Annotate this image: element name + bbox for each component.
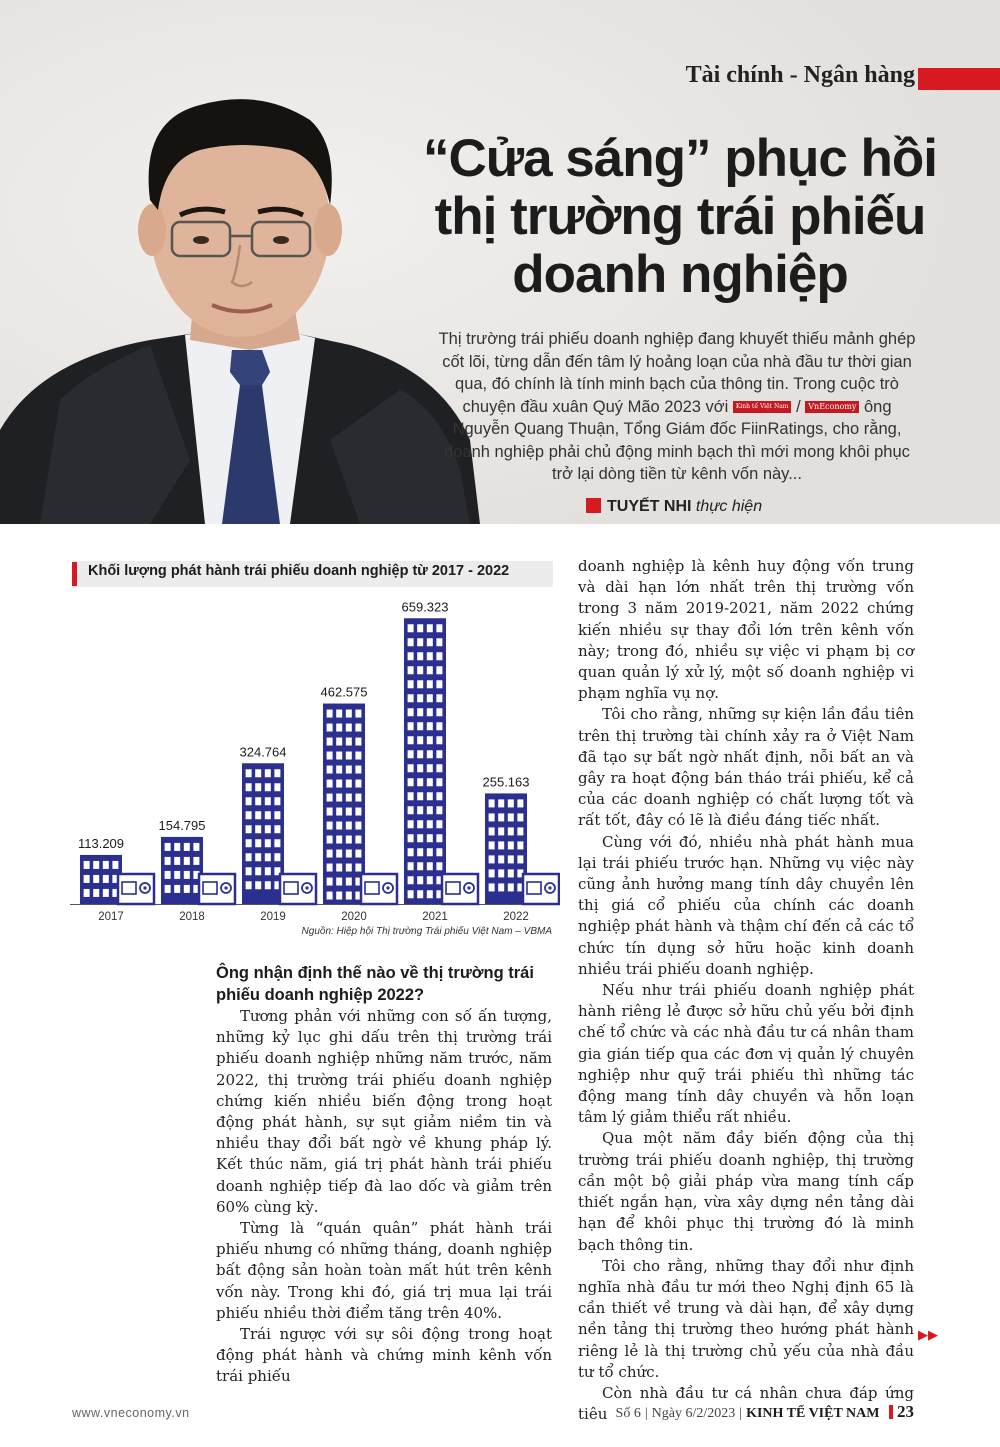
bar-window — [255, 867, 261, 875]
bar-window — [408, 820, 414, 828]
bar-window — [436, 750, 442, 758]
bar-window — [327, 766, 333, 774]
page-number: 23 — [897, 1402, 914, 1421]
pen-icon — [586, 498, 601, 513]
footer-publication: KINH TẾ VIỆT NAM — [746, 1406, 880, 1421]
bar-window — [265, 825, 271, 833]
bar-window — [193, 843, 199, 851]
bar-window — [246, 825, 252, 833]
bar-window — [336, 766, 342, 774]
bar-window — [517, 799, 523, 807]
bar-window — [408, 680, 414, 688]
paragraph: Nếu như trái phiếu doanh nghiệp phát hành riêng lẻ được sở hữu chủ yếu bởi định chế tổ chức và các nhà đầu tư cá nhân tham gia gián tiếp qua các đơn vị quản lý chuyên nghiệp như quỹ trái phiếu thì những tác động mang tính dây chuyền và hỗn loạn tâm lý giảm thiểu rất nhiều. — [578, 981, 914, 1127]
bar-window — [346, 864, 352, 872]
bar-window — [436, 624, 442, 632]
paragraph: Còn nhà đầu tư cá nhân chưa đáp ứng tiêu — [578, 1383, 914, 1424]
bar-window — [508, 855, 514, 863]
bar-window — [336, 710, 342, 718]
gear-icon-center — [548, 886, 551, 889]
bar-window — [274, 853, 280, 861]
lede-text-2: ông Nguyễn Quang Thuận, Tổng Giám đốc FiinRatings, cho rằng, doanh nghiệp phải chủ động minh bạch thì mới mong khôi phục trở lại dòng tiền từ kênh vốn này... — [444, 397, 910, 483]
bar-window — [408, 708, 414, 716]
bar-window — [274, 811, 280, 819]
bar-window — [265, 867, 271, 875]
bar-window — [408, 666, 414, 674]
gear-icon-center — [143, 886, 146, 889]
bar-window — [274, 769, 280, 777]
bar-window — [508, 799, 514, 807]
bond-issuance-chart — [70, 588, 560, 948]
bar-window — [498, 827, 504, 835]
chart-source: Nguồn: Hiệp hội Thị trường Trái phiếu Việt Nam – VBMA — [301, 926, 552, 937]
bar-window — [427, 708, 433, 716]
bar-window — [427, 750, 433, 758]
bar-window — [327, 738, 333, 746]
bar-window — [274, 797, 280, 805]
bar-window — [417, 820, 423, 828]
bar-window — [165, 871, 171, 879]
bar-window — [427, 876, 433, 884]
headline — [420, 130, 940, 304]
bar-window — [498, 855, 504, 863]
bar-window — [84, 889, 90, 897]
bar-window — [498, 813, 504, 821]
bar-window — [427, 722, 433, 730]
bar-window — [427, 736, 433, 744]
bar-window — [436, 680, 442, 688]
bar-window — [427, 792, 433, 800]
lede-text-1: Thị trường trái phiếu doanh nghiệp đang khuyết thiếu mảnh ghép cốt lõi, từng dẫn đến tâm lý hoảng loạn của nhà đầu tư thời gian qua, đó chính là tính minh bạch của thông tin. Trong cuộc trò chuyện đầu xuân Quý Mão 2023 với — [438, 330, 916, 416]
x-tick-label: 2017 — [98, 911, 124, 923]
bar-window — [255, 769, 261, 777]
bar-window — [427, 806, 433, 814]
bar-window — [327, 836, 333, 844]
headline-line-1: “Cửa sáng” phục hồi — [422, 129, 938, 188]
paragraph: Tôi cho rằng, những thay đổi như định nghĩa nhà đầu tư mới theo Nghị định 65 là cần thiết về trung và dài hạn, để xây dựng nền tảng thị trường theo hướng phát hành riêng lẻ là thị trường chủ yếu của nhà đầu tư tổ chức. — [578, 1256, 914, 1381]
bar-window — [246, 881, 252, 889]
bar-window — [436, 820, 442, 828]
bar-window — [84, 875, 90, 883]
right-column — [578, 556, 914, 1425]
bar-window — [246, 867, 252, 875]
bar-window — [517, 855, 523, 863]
bar-window — [427, 638, 433, 646]
bar-window — [427, 652, 433, 660]
continue-arrow-icon: ▶▶ — [918, 1328, 938, 1343]
bar-value-label: 324.764 — [239, 744, 287, 760]
bar-window — [427, 890, 433, 898]
bar-window — [327, 878, 333, 886]
bar-window — [336, 738, 342, 746]
bar-window — [408, 750, 414, 758]
bar-window — [427, 624, 433, 632]
paragraph: Qua một năm đầy biến động của thị trường trái phiếu doanh nghiệp, thị trường cần một bộ giải pháp vừa mang tính cấp thiết ngắn hạn, vừa xây dựng nền tảng dài hạn để khôi phục thị trường đó là minh bạch thông tin. — [578, 1129, 914, 1254]
bar-window — [417, 750, 423, 758]
bar-window — [174, 885, 180, 893]
bar-window — [246, 797, 252, 805]
bar-window — [93, 861, 99, 869]
bar-window — [417, 736, 423, 744]
bar-window — [408, 834, 414, 842]
bar-window — [336, 724, 342, 732]
x-tick-label: 2020 — [341, 911, 367, 923]
bar-window — [427, 680, 433, 688]
bar-window — [103, 861, 109, 869]
bar-window — [346, 808, 352, 816]
bar-window — [255, 853, 261, 861]
bar-window — [346, 738, 352, 746]
bar-window — [184, 857, 190, 865]
bar-window — [336, 878, 342, 886]
footer-issue: Số 6 — [615, 1406, 641, 1421]
vneconomy-logo: VnEconomy — [805, 401, 859, 413]
bar-window — [355, 780, 361, 788]
bar-window — [408, 806, 414, 814]
bar-window — [355, 738, 361, 746]
bar-window — [417, 694, 423, 702]
bar-window — [408, 876, 414, 884]
bar-window — [327, 892, 333, 900]
bar-window — [103, 875, 109, 883]
paragraph: Cùng với đó, nhiều nhà phát hành mua lại trái phiếu trước hạn. Những vụ việc này cũng ảnh hưởng mang tính dây chuyền lên thị giá cổ phiếu của chính các doanh nghiệp phát hành và thậm chí đến cả các tổ chức tín dụng sở hữu hoặc kinh doanh nhiều trái phiếu doanh nghiệp. — [578, 832, 914, 978]
bar-window — [417, 778, 423, 786]
bar-window — [346, 822, 352, 830]
bar-window — [427, 778, 433, 786]
bar-window — [265, 783, 271, 791]
bar-value-label: 154.795 — [158, 817, 206, 833]
bar-window — [408, 736, 414, 744]
bar-window — [427, 764, 433, 772]
bar-window — [436, 722, 442, 730]
footer-date: Ngày 6/2/2023 — [651, 1406, 736, 1421]
bar-window — [355, 794, 361, 802]
bar-window — [427, 848, 433, 856]
bar-window — [327, 780, 333, 788]
bar-window — [265, 769, 271, 777]
bar-window — [417, 792, 423, 800]
bar-window — [346, 710, 352, 718]
bar-window — [336, 836, 342, 844]
bar-window — [408, 652, 414, 660]
bar-window — [427, 820, 433, 828]
bar-window — [255, 783, 261, 791]
bar-window — [174, 871, 180, 879]
x-tick-label: 2018 — [179, 911, 205, 923]
bar-window — [355, 752, 361, 760]
bar-window — [436, 834, 442, 842]
bar-window — [417, 624, 423, 632]
bar-window — [336, 794, 342, 802]
bar-value-label: 113.209 — [77, 835, 125, 851]
bar-window — [508, 841, 514, 849]
bar-window — [355, 836, 361, 844]
bar-window — [184, 843, 190, 851]
bar-window — [408, 862, 414, 870]
bar-window — [327, 710, 333, 718]
bar-window — [355, 808, 361, 816]
bar-window — [346, 836, 352, 844]
bar-window — [436, 792, 442, 800]
bar-window — [408, 848, 414, 856]
footer-issue-info: Số 6 | Ngày 6/2/2023 | KINH TẾ VIỆT NAM 23 — [615, 1402, 914, 1421]
bar-window — [165, 843, 171, 851]
bar-window — [508, 827, 514, 835]
bar-window — [517, 827, 523, 835]
bar-window — [489, 869, 495, 877]
bar-window — [408, 890, 414, 898]
bar-window — [517, 841, 523, 849]
bar-window — [274, 839, 280, 847]
gear-icon-center — [224, 886, 227, 889]
gear-icon-center — [467, 886, 470, 889]
bar-window — [498, 869, 504, 877]
bar-window — [508, 869, 514, 877]
bar-window — [489, 813, 495, 821]
bar-window — [436, 666, 442, 674]
paragraph: Từng là “quán quân” phát hành trái phiếu nhưng có những tháng, doanh nghiệp bất động sản hoàn toàn mất hút trên kênh vốn này. Trong khi đó, giá trị mua lại trái phiếu nhiều thời điểm tăng trên 40%. — [216, 1219, 552, 1322]
bar-window — [346, 794, 352, 802]
bar-window — [417, 680, 423, 688]
bar-window — [184, 871, 190, 879]
section-accent-bar — [918, 68, 1000, 90]
bar-window — [112, 861, 118, 869]
x-tick-label: 2019 — [260, 911, 286, 923]
bar-window — [336, 752, 342, 760]
bar-window — [489, 841, 495, 849]
bar-window — [427, 666, 433, 674]
byline — [586, 498, 762, 516]
bar-window — [489, 855, 495, 863]
bar-window — [255, 811, 261, 819]
bar-tower-2021 — [404, 618, 446, 904]
bar-window — [417, 652, 423, 660]
bar-window — [436, 638, 442, 646]
bar-window — [246, 839, 252, 847]
bar-window — [327, 724, 333, 732]
bar-window — [336, 808, 342, 816]
bar-window — [489, 883, 495, 891]
bar-window — [436, 736, 442, 744]
bar-window — [355, 850, 361, 858]
bar-window — [327, 822, 333, 830]
bar-window — [265, 811, 271, 819]
bar-window — [346, 780, 352, 788]
lede-paragraph — [432, 328, 922, 486]
chart-title-accent — [72, 562, 77, 586]
bar-window — [346, 850, 352, 858]
bar-window — [436, 708, 442, 716]
bar-window — [265, 881, 271, 889]
bar-window — [436, 652, 442, 660]
bar-window — [436, 694, 442, 702]
bar-window — [417, 764, 423, 772]
bar-window — [274, 783, 280, 791]
bar-window — [489, 827, 495, 835]
bar-window — [408, 778, 414, 786]
bar-window — [165, 885, 171, 893]
bar-window — [408, 624, 414, 632]
bar-window — [436, 862, 442, 870]
bar-window — [408, 792, 414, 800]
bar-window — [184, 885, 190, 893]
bar-window — [274, 825, 280, 833]
paragraph: doanh nghiệp là kênh huy động vốn trung và dài hạn lớn nhất trên thị trường vốn trong 3 năm 2019-2021, năm 2022 chứng kiến nhiều sự thay đổi lớn trên kênh vốn này; trong đó, nhiều sự việc vi phạm bị cơ quan quản lý xử lý, một số doanh nghiệp vi phạm nghĩa vụ nợ. — [578, 557, 914, 703]
bar-window — [103, 889, 109, 897]
byline-role: thực hiện — [695, 498, 763, 515]
bar-window — [265, 797, 271, 805]
bar-window — [427, 862, 433, 870]
bar-window — [498, 883, 504, 891]
bar-window — [265, 839, 271, 847]
x-tick-label: 2021 — [422, 911, 448, 923]
bar-window — [327, 850, 333, 858]
bar-window — [498, 841, 504, 849]
bar-window — [327, 752, 333, 760]
bar-window — [246, 811, 252, 819]
bar-window — [355, 822, 361, 830]
paragraph: Tôi cho rằng, những sự kiện lần đầu tiên trên thị trường tài chính xảy ra ở Việt Nam đã tạo sự bất ngờ nhất định, nỗi bất an và gây ra hoạt động bán tháo trái phiếu, kể cả của các doanh nghiệp có chất lượng tốt và rất tốt, đây có lẽ là điều đáng tiếc nhất. — [578, 705, 914, 830]
bar-window — [174, 857, 180, 865]
bar-window — [165, 857, 171, 865]
bar-window — [436, 764, 442, 772]
bar-window — [246, 769, 252, 777]
kinh-te-viet-nam-logo: Kinh tế Việt Nam — [733, 401, 792, 413]
bar-window — [346, 766, 352, 774]
bar-window — [255, 881, 261, 889]
left-column — [216, 1006, 552, 1388]
chart-title: Khối lượng phát hành trái phiếu doanh nghiệp từ 2017 - 2022 — [88, 563, 510, 579]
headline-line-3: doanh nghiệp — [512, 245, 848, 304]
bar-window — [265, 853, 271, 861]
bar-value-label: 462.575 — [320, 684, 368, 700]
bar-window — [84, 861, 90, 869]
bar-window — [417, 890, 423, 898]
bar-window — [417, 638, 423, 646]
paragraph: Trái ngược với sự sôi động trong hoạt động phát hành và chứng minh kênh vốn trái phiếu — [216, 1325, 552, 1386]
bar-window — [408, 764, 414, 772]
bar-window — [246, 853, 252, 861]
bar-window — [417, 862, 423, 870]
bar-window — [346, 724, 352, 732]
bar-window — [255, 797, 261, 805]
bar-window — [436, 778, 442, 786]
paragraph: Tương phản với những con số ấn tượng, những kỷ lục ghi dấu trên thị trường trái phiếu doanh nghiệp những năm trước, năm 2022, thị trường trái phiếu doanh nghiệp chứng kiến nhiều biến động trong hoạt động phát hành, sự sụt giảm niềm tin và nhiều thay đổi bất ngờ về khung pháp lý. Kết thúc năm, giá trị phát hành trái phiếu doanh nghiệp tiếp đà lao dốc và giảm trên 60% cùng kỳ. — [216, 1007, 552, 1216]
bar-window — [417, 876, 423, 884]
bar-window — [346, 892, 352, 900]
bar-window — [255, 825, 261, 833]
headline-line-2: thị trường trái phiếu — [434, 187, 926, 246]
bar-window — [336, 822, 342, 830]
bar-window — [508, 883, 514, 891]
section-label: Tài chính - Ngân hàng — [685, 62, 915, 88]
bar-window — [436, 848, 442, 856]
bar-window — [93, 889, 99, 897]
bar-window — [93, 875, 99, 883]
gear-icon-center — [386, 886, 389, 889]
bar-window — [417, 806, 423, 814]
bar-window — [436, 806, 442, 814]
bar-window — [408, 638, 414, 646]
bar-window — [417, 834, 423, 842]
bar-window — [417, 666, 423, 674]
bar-window — [408, 694, 414, 702]
bar-window — [174, 843, 180, 851]
bar-window — [193, 857, 199, 865]
bar-window — [336, 864, 342, 872]
x-tick-label: 2022 — [503, 911, 529, 923]
bar-window — [508, 813, 514, 821]
bar-value-label: 255.163 — [482, 774, 530, 790]
bar-window — [355, 766, 361, 774]
bar-window — [336, 850, 342, 858]
logo-separator: / — [796, 397, 801, 416]
byline-author: TUYẾT NHI — [607, 498, 692, 515]
bar-window — [327, 808, 333, 816]
bar-window — [489, 799, 495, 807]
bar-window — [517, 813, 523, 821]
bar-window — [346, 878, 352, 886]
bar-window — [327, 864, 333, 872]
bar-window — [355, 710, 361, 718]
bar-window — [417, 708, 423, 716]
bar-window — [355, 724, 361, 732]
bar-window — [498, 799, 504, 807]
bar-window — [408, 722, 414, 730]
bar-window — [346, 752, 352, 760]
bar-window — [255, 839, 261, 847]
bar-window — [327, 794, 333, 802]
bar-window — [246, 783, 252, 791]
bar-window — [427, 834, 433, 842]
gear-icon-center — [305, 886, 308, 889]
bar-tower-2020 — [323, 704, 365, 904]
interview-question: Ông nhận định thế nào về thị trường trái phiếu doanh nghiệp 2022? — [216, 964, 534, 1004]
bar-window — [427, 694, 433, 702]
bar-window — [336, 892, 342, 900]
bar-window — [417, 848, 423, 856]
footer-red-bar — [889, 1405, 893, 1419]
bar-window — [417, 722, 423, 730]
footer-url[interactable]: www.vneconomy.vn — [72, 1406, 190, 1420]
bar-value-label: 659.323 — [401, 599, 449, 615]
bar-window — [355, 864, 361, 872]
bar-window — [336, 780, 342, 788]
